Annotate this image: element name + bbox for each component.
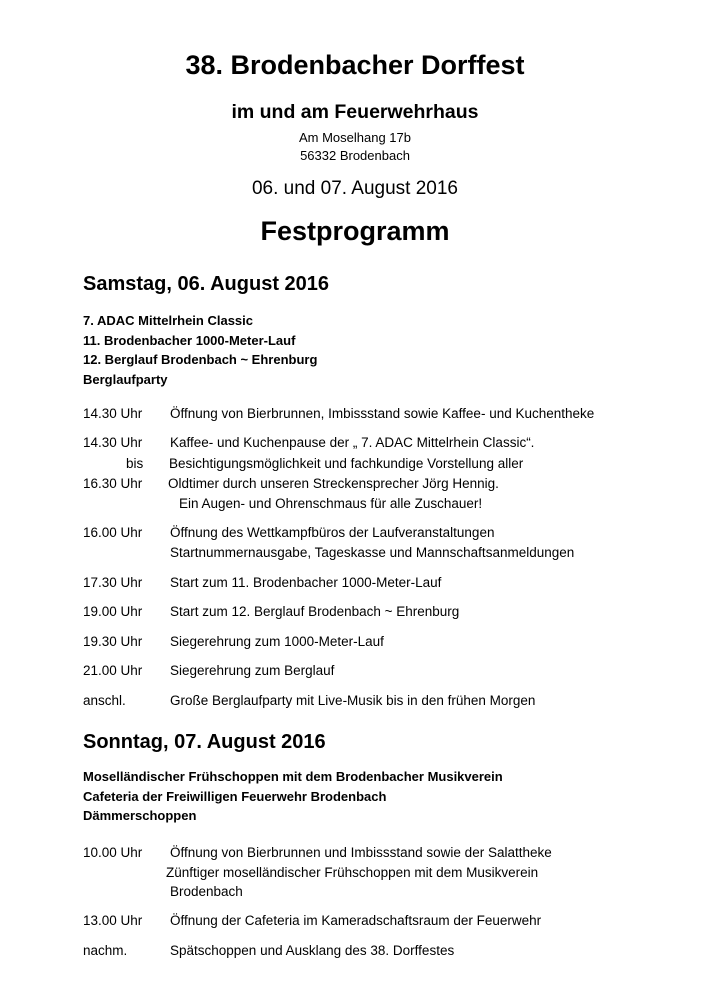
schedule-time: 17.30 Uhr [83, 575, 143, 590]
schedule-description: Öffnung von Bierbrunnen und Imbissstand sowie der Salattheke [170, 845, 552, 860]
saturday-heading: Samstag, 06. August 2016 [83, 273, 330, 295]
schedule-time: 19.00 Uhr [83, 604, 143, 619]
schedule-description: Öffnung von Bierbrunnen, Imbissstand sowie Kaffee- und Kuchentheke [170, 406, 595, 421]
schedule-time: 21.00 Uhr [83, 663, 143, 678]
schedule-time-end: 16.30 Uhr [83, 476, 143, 491]
address-city: 56332 Brodenbach [300, 148, 410, 163]
schedule-description: Große Berglaufparty mit Live-Musik bis in den frühen Morgen [170, 693, 536, 708]
sunday-event: Cafeteria der Freiwilligen Feuerwehr Brodenbach [83, 789, 387, 804]
schedule-time-separator: bis [126, 456, 144, 471]
schedule-description: Spätschoppen und Ausklang des 38. Dorffestes [170, 943, 455, 958]
address-street: Am Moselhang 17b [298, 130, 411, 145]
schedule-description: Kaffee- und Kuchenpause der „ 7. ADAC Mittelrhein Classic“. [170, 435, 535, 450]
schedule-time: 16.00 Uhr [83, 525, 143, 540]
schedule-time: 14.30 Uhr [83, 435, 143, 450]
page-title: 38. Brodenbacher Dorffest [185, 50, 525, 80]
event-dates: 06. und 07. August 2016 [251, 178, 458, 199]
sunday-heading: Sonntag, 07. August 2016 [83, 731, 326, 753]
schedule-description: Brodenbach [170, 884, 243, 899]
schedule-description: Öffnung des Wettkampfbüros der Laufveranstaltungen [170, 525, 495, 540]
sunday-event: Moselländischer Frühschoppen mit dem Brodenbacher Musikverein [83, 769, 503, 784]
schedule-description: Start zum 11. Brodenbacher 1000-Meter-Lauf [170, 575, 442, 590]
saturday-event: 12. Berglauf Brodenbach ~ Ehrenburg [83, 352, 318, 367]
schedule-description: Ein Augen- und Ohrenschmaus für alle Zuschauer! [179, 496, 483, 511]
schedule-description: Oldtimer durch unseren Streckensprecher Jörg Hennig. [168, 476, 499, 491]
schedule-time: 19.30 Uhr [83, 634, 143, 649]
schedule-time: 14.30 Uhr [83, 406, 143, 421]
schedule-description: Öffnung der Cafeteria im Kameradschaftsraum der Feuerwehr [170, 913, 542, 928]
schedule-description: Start zum 12. Berglauf Brodenbach ~ Ehrenburg [170, 604, 460, 619]
schedule-time: 13.00 Uhr [83, 913, 143, 928]
schedule-description: Startnummernausgabe, Tageskasse und Mannschaftsanmeldungen [170, 545, 575, 560]
schedule-description: Siegerehrung zum Berglauf [170, 663, 335, 678]
program-title: Festprogramm [260, 216, 450, 246]
schedule-description: Siegerehrung zum 1000-Meter-Lauf [170, 634, 384, 649]
saturday-event: Berglaufparty [83, 372, 168, 387]
schedule-time: anschl. [83, 693, 126, 708]
schedule-description: Zünftiger moselländischer Frühschoppen mit dem Musikverein [166, 865, 539, 880]
venue-subtitle: im und am Feuerwehrhaus [231, 101, 479, 123]
schedule-time: nachm. [83, 943, 128, 958]
schedule-time: 10.00 Uhr [83, 845, 143, 860]
saturday-event: 11. Brodenbacher 1000-Meter-Lauf [83, 333, 296, 348]
sunday-event: Dämmerschoppen [83, 808, 197, 823]
saturday-event: 7. ADAC Mittelrhein Classic [83, 313, 254, 328]
schedule-description: Besichtigungsmöglichkeit und fachkundige Vorstellung aller [169, 456, 524, 471]
